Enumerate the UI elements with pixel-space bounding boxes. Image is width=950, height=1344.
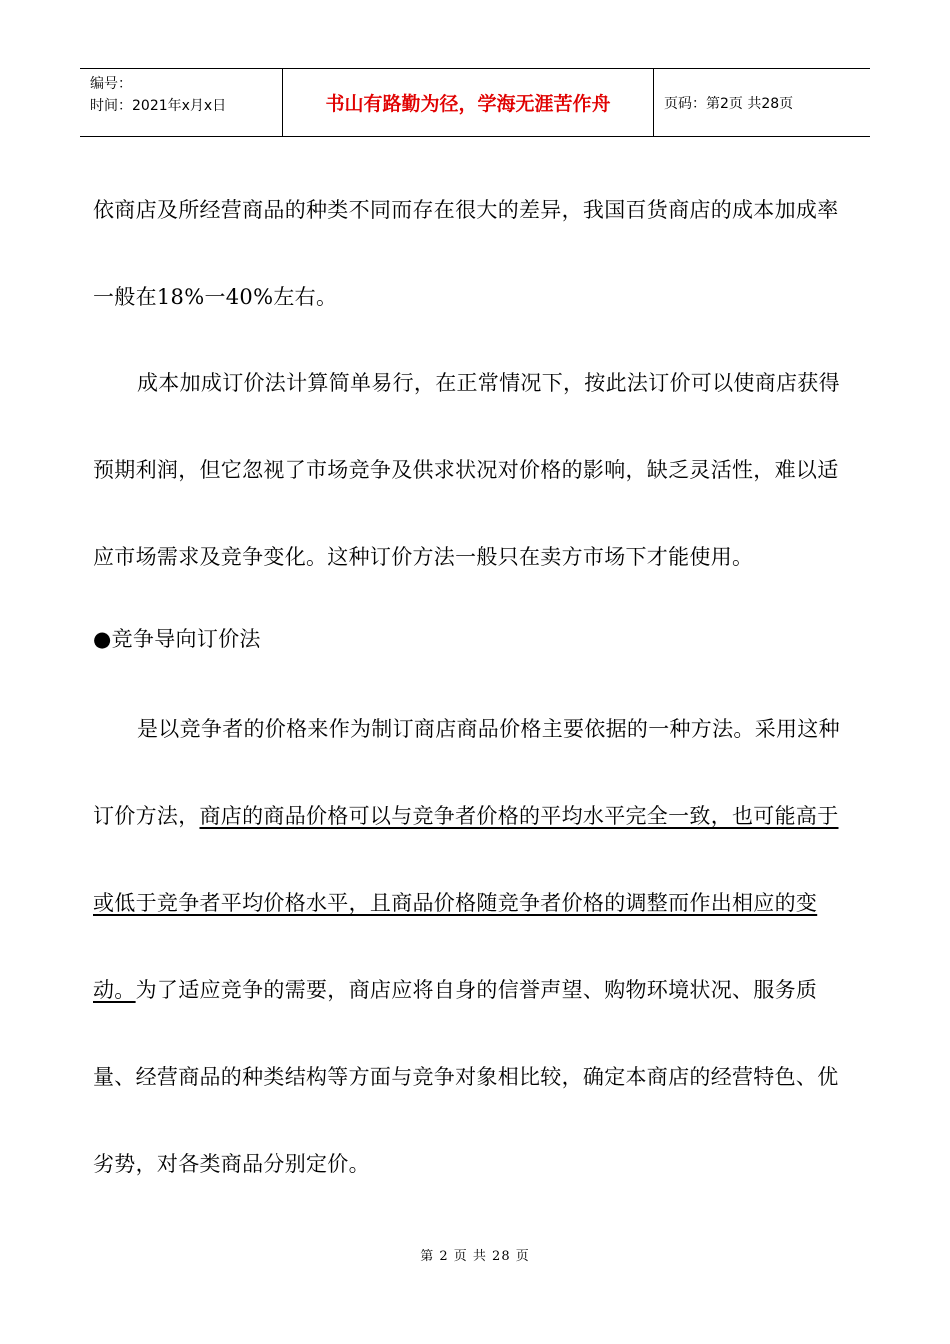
paragraph-text-intro: 是以竞争者的价格来作为制订商店商品价格主要依据的一种方法。采用这种订价方法， bbox=[93, 717, 840, 828]
paragraph-cost-markup-rate: 依商店及所经营商品的种类不同而存在很大的差异，我国百货商店的成本加成率一般在18%一40%左右。 bbox=[93, 198, 839, 309]
paragraph-text-rest: 为了适应竞争的需要，商店应将自身的信誉声望、购物环境状况、服务质量、经营商品的种类结构等方面与竞争对象相比较，确定本商店的经营特色、优劣势，对各类商品分别定价。 bbox=[93, 978, 839, 1176]
header-page-info: 页码：第2页 共28页 bbox=[664, 95, 794, 112]
underlined-text: 商店的商品价格可以与竞争者价格的平均水平完全一致，也可能高于或低于竞争者平均价格水平，且商品价格随竞争者价格的调整而作出相应的变动。 bbox=[93, 804, 839, 1002]
time-label: 时间：2021年x月x日 bbox=[90, 98, 227, 114]
section-heading-competition-pricing: ●竞争导向订价法 bbox=[93, 627, 261, 651]
page-header bbox=[80, 68, 870, 137]
paragraph-cost-plus-evaluation: 成本加成订价法计算简单易行，在正常情况下，按此法订价可以使商店获得预期利润，但它忽视了市场竞争及供求状况对价格的影响，缺乏灵活性，难以适应市场需求及竞争变化。这种订价方法一般只在卖方市场下才能使用。 bbox=[93, 371, 840, 569]
header-motto: 书山有路勤为径，学海无涯苦作舟 bbox=[282, 69, 654, 136]
header-meta bbox=[80, 69, 282, 136]
paragraph-competition-pricing bbox=[93, 686, 853, 1208]
serial-label: 编号： bbox=[90, 76, 132, 92]
page-footer: 第 2 页 共 28 页 bbox=[420, 1249, 530, 1264]
